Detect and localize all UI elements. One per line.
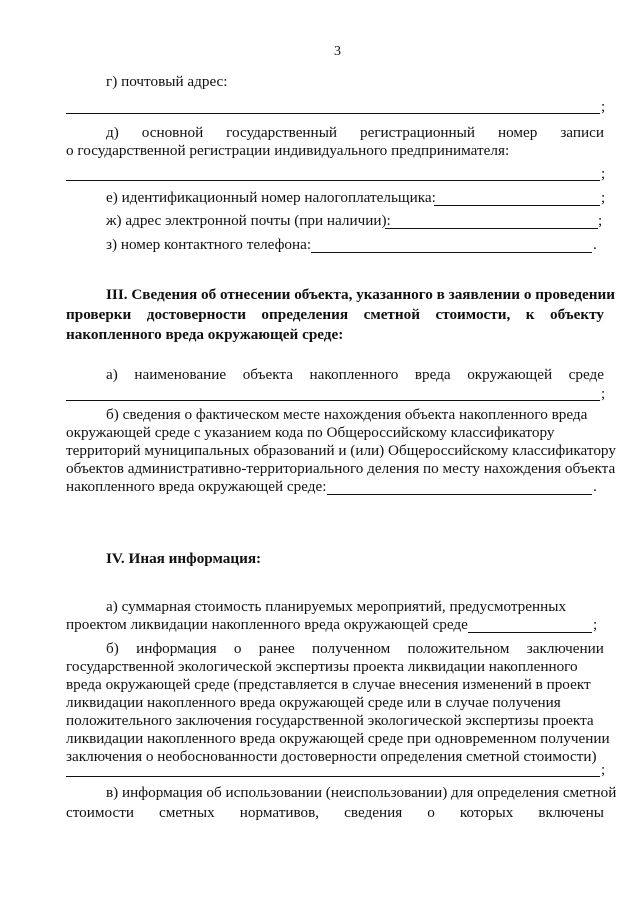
word: основной	[141, 124, 204, 141]
word: о	[233, 640, 242, 657]
inn-fill-line	[434, 205, 600, 206]
postal-address-fill-line	[66, 113, 600, 114]
email-semicolon: ;	[598, 212, 603, 229]
word: сметных	[159, 804, 215, 821]
word: накопленного	[309, 366, 399, 383]
object-location-line3: территорий муниципальных образований и (или) Общероссийскому классификатору	[66, 442, 616, 459]
expertise-info-line3: вреда окружающей среде (представляется в случае внесения изменений в проект	[66, 676, 591, 693]
ogrnip-fill-line	[66, 180, 600, 181]
total-cost-semicolon: ;	[593, 616, 598, 633]
word: сведения	[344, 804, 403, 821]
total-cost-line2: проектом ликвидации накопленного вреда окружающей среде	[66, 616, 468, 633]
postal-address-label: г) почтовый адрес:	[106, 73, 228, 90]
norms-usage-line2	[66, 804, 604, 822]
word: стоимости,	[435, 306, 511, 323]
word: сметной	[363, 306, 420, 323]
word: наименование	[134, 366, 227, 383]
page-number: 3	[334, 44, 341, 59]
word: государственный	[226, 124, 338, 141]
expertise-info-line6: ликвидации накопленного вреда окружающей среде при одновременном получении	[66, 730, 610, 747]
word: о	[427, 804, 435, 821]
section3-heading-line2	[66, 306, 604, 324]
word: номер	[497, 124, 538, 141]
word: д)	[106, 124, 119, 141]
ogrnip-semicolon: ;	[601, 165, 606, 182]
word: стоимости	[66, 804, 134, 821]
word: б)	[106, 640, 119, 657]
word: записи	[560, 124, 604, 141]
total-cost-fill-line	[468, 632, 592, 633]
object-location-line1: б) сведения о фактическом месте нахождения объекта накопленного вреда	[106, 406, 588, 423]
object-name-fill-line	[66, 400, 600, 401]
object-location-line4: объектов административно-территориального деления по месту нахождения объекта	[66, 460, 616, 477]
word: которых	[459, 804, 514, 821]
norms-usage-line1: в) информация об использовании (неиспользовании) для определения сметной	[106, 784, 617, 801]
section3-heading-line3: накопленного вреда окружающей среде:	[66, 326, 344, 343]
postal-address-semicolon: ;	[601, 98, 606, 115]
word: положительном	[407, 640, 510, 657]
word: ранее	[258, 640, 295, 657]
phone-period: .	[593, 236, 597, 253]
expertise-info-line4: ликвидации накопленного вреда окружающей среде или в случае получения	[66, 694, 561, 711]
word: а)	[106, 366, 118, 383]
expertise-info-line2: государственной экологической экспертизы проекта ликвидации накопленного	[66, 658, 578, 675]
ogrnip-label-line2: о государственной регистрации индивидуального предпринимателя:	[66, 142, 510, 159]
word: включены	[538, 804, 604, 821]
object-name-label	[106, 366, 604, 384]
section4-heading: IV. Иная информация:	[106, 550, 262, 567]
email-label: ж) адрес электронной почты (при наличии):	[106, 212, 391, 229]
object-location-fill-line	[327, 494, 592, 495]
word: вреда	[414, 366, 451, 383]
word: среде	[568, 366, 604, 383]
object-location-line5: накопленного вреда окружающей среде:	[66, 478, 327, 495]
word: регистрационный	[359, 124, 476, 141]
word: объекта	[242, 366, 293, 383]
total-cost-line1: а) суммарная стоимость планируемых мероприятий, предусмотренных	[106, 598, 567, 615]
expertise-info-line7: заключения о необоснованности достоверности определения сметной стоимости)	[66, 748, 597, 765]
word: к	[525, 306, 535, 323]
email-fill-line	[385, 228, 598, 229]
object-location-line2: окружающей среде с указанием кода по Общероссийскому классификатору	[66, 424, 555, 441]
word: полученном	[312, 640, 391, 657]
ogrnip-label-line1	[106, 124, 604, 142]
section3-heading-line1: III. Сведения об отнесении объекта, указанного в заявлении о проведении	[106, 286, 616, 303]
phone-fill-line	[311, 252, 592, 253]
word: нормативов,	[239, 804, 320, 821]
expertise-info-fill-line	[66, 776, 600, 777]
expertise-info-semicolon: ;	[601, 761, 606, 778]
word: информация	[136, 640, 217, 657]
object-name-semicolon: ;	[601, 385, 606, 402]
word: достоверности	[146, 306, 246, 323]
word: определения	[261, 306, 349, 323]
word: заключении	[526, 640, 604, 657]
expertise-info-line5: положительного заключения государственной экологической экспертизы проекта	[66, 712, 594, 729]
word: окружающей	[467, 366, 553, 383]
word: объекту	[549, 306, 604, 323]
word: проверки	[66, 306, 132, 323]
inn-semicolon: ;	[601, 189, 606, 206]
expertise-info-line1	[106, 640, 604, 658]
phone-label: з) номер контактного телефона:	[106, 236, 312, 253]
inn-label: е) идентификационный номер налогоплательщика:	[106, 189, 436, 206]
object-location-period: .	[593, 478, 597, 495]
